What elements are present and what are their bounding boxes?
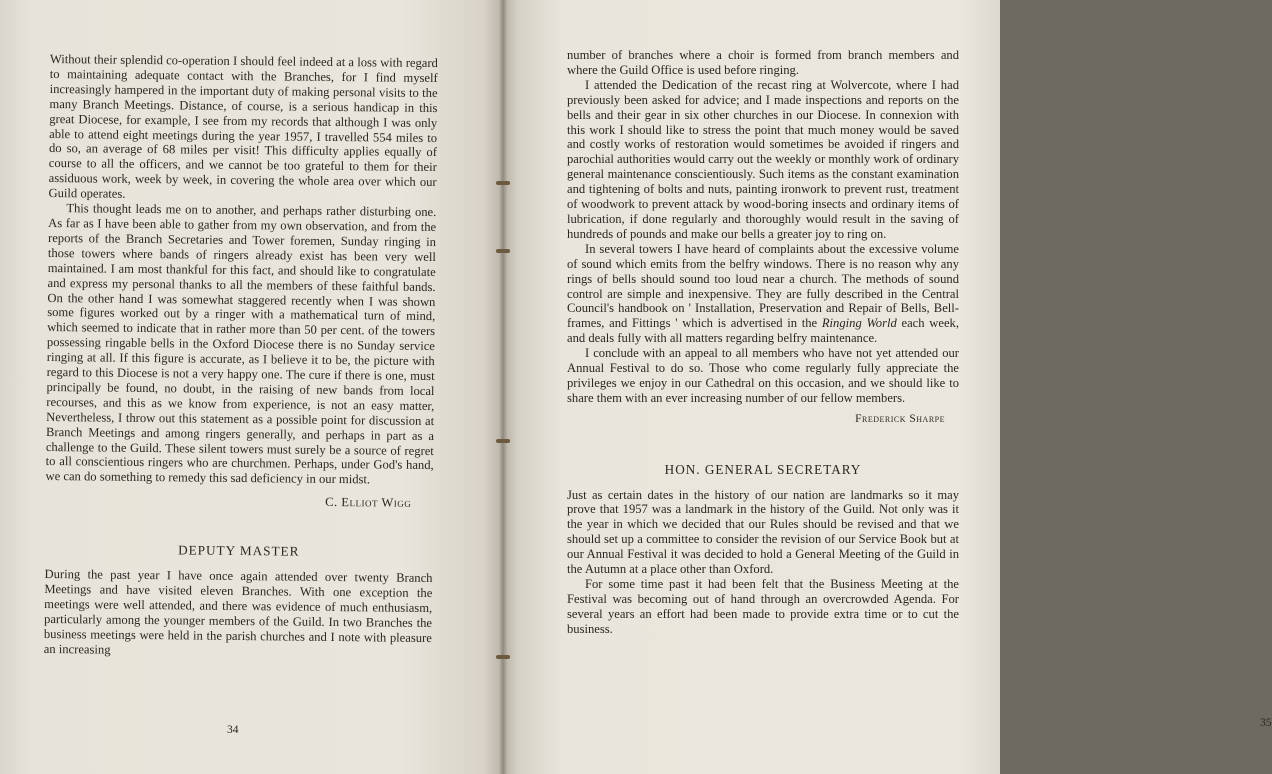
paragraph: Just as certain dates in the history of our nation are landmarks so it may prove that 1957 was a landmark in the history of the Guild. Not only was it the year in which we decided that our Rules should be revised and that we should set up a committee to consider the revision of our Service Book but at our Annual Festival it was decided to hold a General Meeting of the Guild in the Autumn at a place other than Oxford. <box>567 487 959 577</box>
paragraph: Without their splendid co-operation I should feel indeed at a loss with regard to maintaining adequate contact with the Branches, for I find myself increasingly hampered in the important duty of making personal visits to the many Branch Meetings. Distance, of course, is a serious handicap in this great Diocese, for example, I see from my records that although I was only able to attend eight meetings during the year 1957, I travelled 554 miles to do so, an average of 68 miles per visit! This difficulty applies equally of course to all the officers, and we cannot be too grateful to them for their assiduous work, week by week, in covering the whole area over which our Guild operates. <box>48 52 438 201</box>
paragraph: I attended the Dedication of the recast ring at Wolvercote, where I had previously been asked for advice; and I made inspections and reports on the bells and their gear in six other churches in our Diocese. In connexion with this work I should like to stress the point that much money would be saved and costly works of restoration would sometimes be avoided if ringers and parochial authorities would carry out the weekly or monthly work of ordinary general maintenance conscientiously. Such items as the constant examination and tightening of bolts and nuts, painting ironwork to prevent rust, treatment of woodwork to prevent attack by wood-boring insects and ordinary items of lubrication, if done regularly and thoroughly would result in the saving of hundreds of pounds and make our bells a greater joy to ring on. <box>567 77 959 241</box>
signature: Frederick Sharpe <box>855 412 945 425</box>
left-page <box>0 0 503 774</box>
paragraph-text: each week, and deals fully with all matters regarding belfry maintenance. <box>567 316 959 346</box>
left-page-text <box>44 52 438 661</box>
section-heading: HON. GENERAL SECRETARY <box>664 461 862 477</box>
paragraph: number of branches where a choir is formed from branch members and where the Guild Office is used before ringing. <box>567 48 959 77</box>
signature: C. Elliot Wigg <box>325 495 412 511</box>
page-number: 34 <box>227 724 239 736</box>
paragraph: For some time past it had been felt that the Business Meeting at the Festival was becoming out of hand through an overcrowded Agenda. For several years an effort had been made to provide extra time or to cut the business. <box>567 577 959 636</box>
staple <box>496 439 510 443</box>
right-page-text <box>567 48 959 637</box>
paragraph-text: In several towers I have heard of complaints about the excessive volume of sound which emits from the belfry windows. There is no reason why any rings of bells should sound too loud near a church. The methods of sound control are simple and inexpensive. They are fully described in the Central Council's handbook on ' Installation, Preservation and Repair of Bells, Bell-frames, and Fittings ' which is advertised in the <box>567 241 959 331</box>
paragraph: I conclude with an appeal to all members who have not yet attended our Annual Festival to do so. Those who come regularly fully appreciate the privileges we enjoy in our Cathedral on this occasion, and we should like to share them with an ever increasing number of our fellow members. <box>567 346 959 405</box>
page-number: 35 <box>1260 717 1272 729</box>
section-heading: DEPUTY MASTER <box>178 542 300 559</box>
staple <box>496 655 510 659</box>
publication-title: Ringing World <box>821 316 897 331</box>
paragraph: During the past year I have once again attended over twenty Branch Meetings and have visited eleven Branches. With one exception the meetings were well attended, and there was evidence of much enthusiasm, particularly among the younger members of the Guild. In two Branches the business meetings were held in the parish churches and I note with pleasure an increasing <box>43 567 433 657</box>
paragraph <box>567 242 959 346</box>
staple <box>496 249 510 253</box>
paragraph: This thought leads me on to another, and perhaps rather disturbing one. As far as I have been able to gather from my own observation, and from the reports of the Branch Secretaries and Tower foremen, Sunday ringing in those towers where bands of ringers already exist has been very well maintained. I am most thankful for this fact, and should like to congratulate and express my personal thanks to all the members of these faithful bands. On the other hand I was somewhat staggered recently when I was shown some figures worked out by a ringer with a mathematical turn of mind, which seemed to indicate that in rather more than 50 per cent. of the towers possessing ringable bells in the Oxford Diocese there is no Sunday service ringing at all. If this figure is accurate, as I believe it to be, the picture with regard to this Diocese is not a very happy one. The cure if there is one, must principally be found, no doubt, in the raising of new bands from local recourses, and this as we know from experience, is not an easy matter, Nevertheless, I throw out this statement as a possible point for discussion at Branch Meetings and among ringers generally, and perhaps in part as a challenge to the Guild. These silent towers must surely be a source of regret to all conscientious ringers who are churchmen. Perhaps, under God's hand, we can do something to remedy this sad deficiency in our midst. <box>45 201 437 487</box>
staple <box>496 181 510 185</box>
